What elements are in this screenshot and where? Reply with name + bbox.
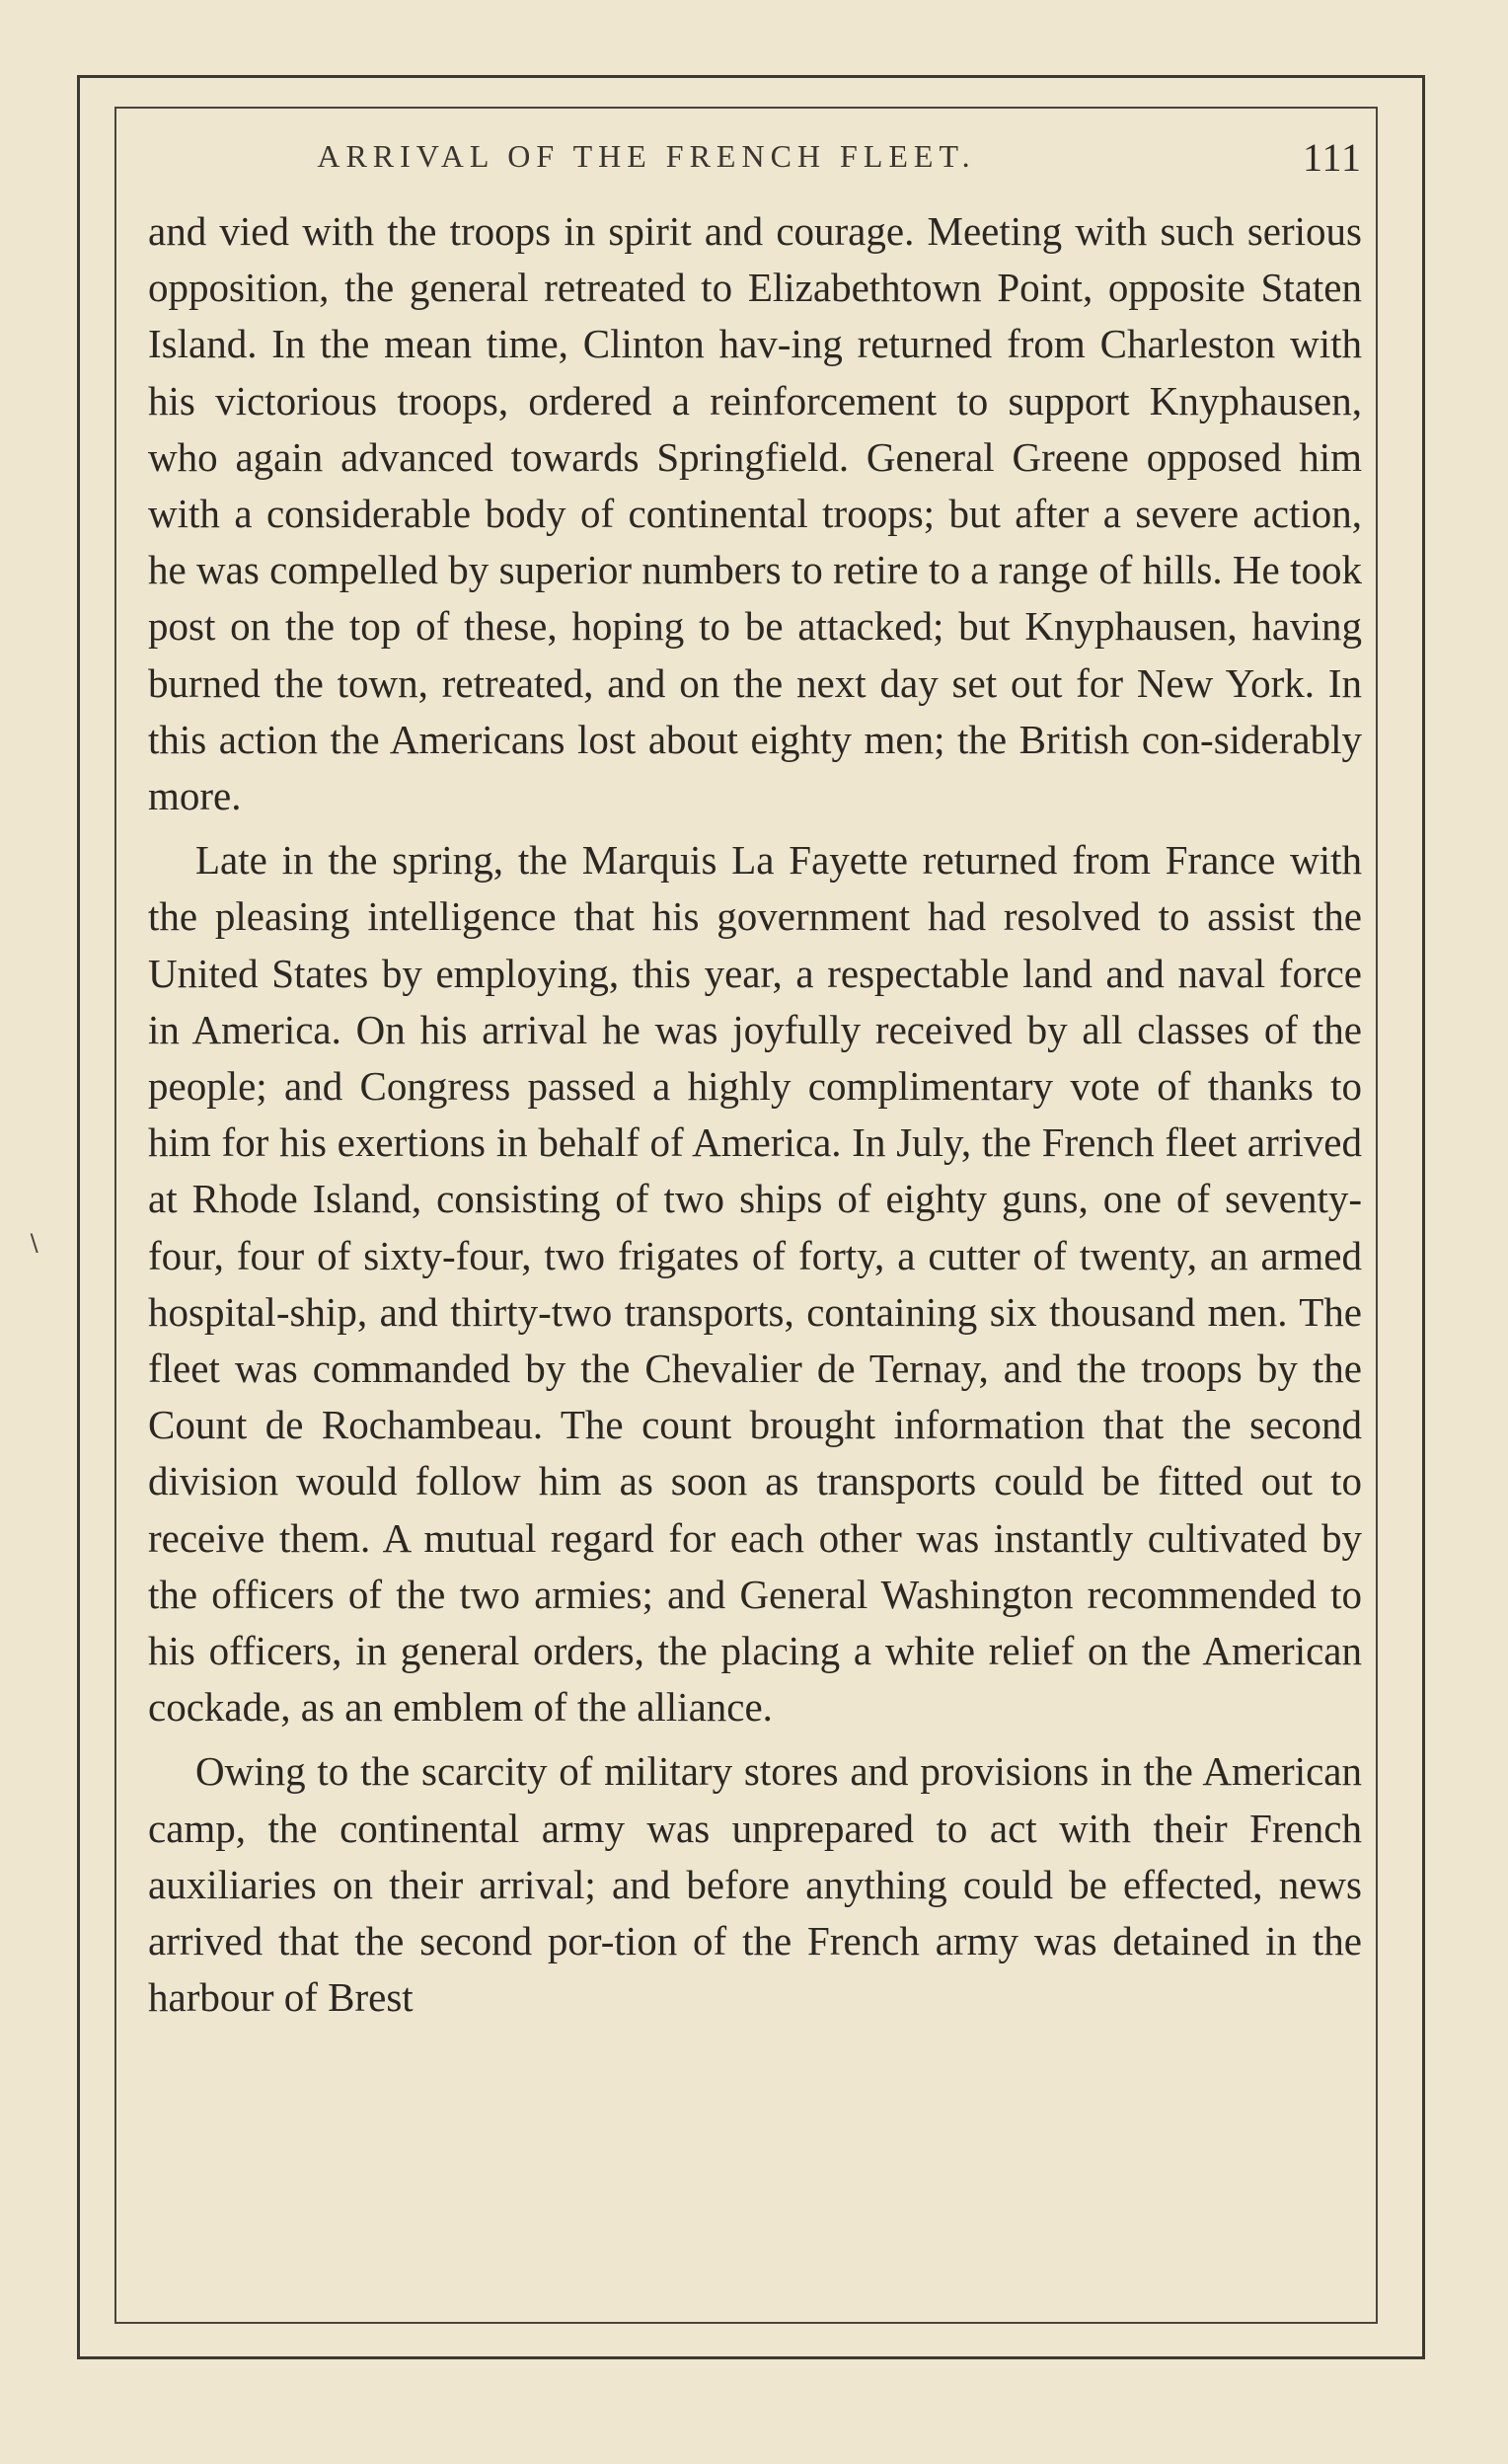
paragraph-lafayette: Late in the spring, the Marquis La Fayette returned from France with the pleasing intelligence that his government had resolved to assist the United States by employing, this year, a respectable land and naval force in America. On his arrival he was joyfully received by all classes of the people; and Congress passed a highly complimentary vote of thanks to him for his exertions in behalf of America. In July, the French fleet arrived at Rhode Island, consisting of two ships of eighty guns, one of seventy-four, four of sixty-four, two frigates of forty, a cutter of twenty, an armed hospital-ship, and thirty-two transports, containing six thousand men. The fleet was commanded by the Chevalier de Ternay, and the troops by the Count de Rochambeau. The count brought information that the second division would follow him as soon as transports could be fitted out to receive them. A mutual regard for each other was instantly cultivated by the officers of the two armies; and General Washington recommended to his officers, in general orders, the placing a white relief on the American cockade, as an emblem of the alliance. [148, 837, 1362, 1731]
page-number: 111 [1302, 135, 1362, 180]
paragraph-military-stores: Owing to the scarcity of military stores and provisions in the American camp, the continental army was unprepared to act with their French auxiliaries on their arrival; and before anything could be effected, news arrived that the second por-tion of the French army was detained in the harbour of Brest [148, 1748, 1362, 2021]
margin-mark: ∖ [26, 1232, 41, 1258]
paragraph-continued: and vied with the troops in spirit and courage. Meeting with such serious opposition, the general retreated to Elizabethtown Point, opposite Staten Island. In the mean time, Clinton hav-ing returned from Charleston with his victorious troops, ordered a reinforcement to support Knyphausen, who again advanced towards Springfield. General Greene opposed him with a considerable body of continental troops; but after a severe action, he was compelled by superior numbers to retire to a range of hills. He took post on the top of these, hoping to be attacked; but Knyphausen, having burned the town, retreated, and on the next day set out for New York. In this action the Americans lost about eighty men; the British con-siderably more. [148, 208, 1362, 819]
running-head: ARRIVAL OF THE FRENCH FLEET. [317, 138, 976, 174]
body-text [148, 203, 1362, 2027]
page-header [148, 134, 1362, 193]
